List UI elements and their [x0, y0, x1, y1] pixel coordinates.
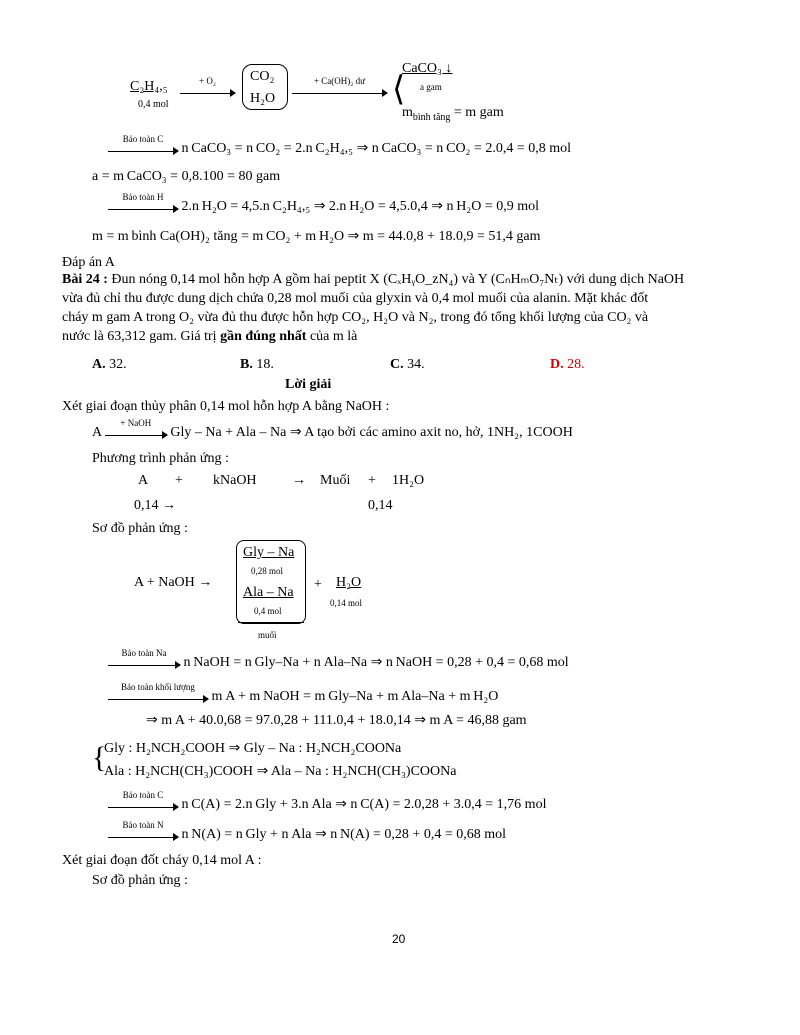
product-h2o: H₂O — [250, 91, 276, 106]
so-do-heading: Sơ đồ phản ứng : — [92, 521, 188, 536]
eq-amount-left: 0,14 → — [134, 498, 176, 513]
problem-line-1: Bài 24 : Đun nóng 0,14 mol hỗn hợp A gồm hai peptit X (CₓHᵧO_zN₄) và Y (CₙHₘO₇Nₜ) với dung dịch NaOH — [62, 272, 685, 287]
gly-na-amount: 0,28 mol — [251, 566, 284, 576]
solution-intro: Xét giai đoạn thủy phân 0,14 mol hỗn hợp A bằng NaOH : — [62, 399, 390, 414]
bt-c2-line: Bảo toàn C n C(A) = 2.n Gly + 3.n Ala ⇒ n C(A) = 2.0,28 + 3.0,4 = 1,76 mol — [108, 796, 546, 814]
bt-n-line: Bảo toàn N n N(A) = n Gly + n Ala ⇒ n N(A) = 0,28 + 0,4 = 0,68 mol — [108, 826, 506, 844]
combustion-intro: Xét giai đoạn đốt cháy 0,14 mol A : — [62, 853, 262, 868]
eq-muoi: Muối — [320, 473, 351, 488]
bt-c-line: Bảo toàn C n CaCO₃ = n CO₂ = 2.n C₂H₄,₅ ⇒ n CaCO₃ = n CO₂ = 2.0,4 = 0,8 mol — [108, 140, 571, 158]
bt-kl-line: Bảo toàn khối lượng m A + m NaOH = m Gly–Na + m Ala–Na + m H₂O — [108, 688, 498, 706]
eq-knaoh: kNaOH — [213, 473, 257, 488]
m-equation: m = m bình Ca(OH)₂ tăng = m CO₂ + m H₂O ⇒ m = 44.0,8 + 18.0,9 = 51,4 gam — [92, 229, 541, 244]
eq-plus-2: + — [368, 473, 376, 488]
scheme-water-amount: 0,14 mol — [330, 598, 363, 608]
angle-bracket: ⟨ — [392, 71, 406, 108]
ala-na: Ala – Na — [243, 585, 294, 600]
eq-plus-1: + — [175, 473, 183, 488]
eq-amount-right: 0,14 — [368, 498, 393, 513]
system-brace: { — [92, 741, 107, 774]
option-a: A. 32. — [92, 357, 127, 372]
scheme-left: A + NaOH → — [134, 575, 213, 590]
problem-line-2: vừa đủ chỉ thu được dung dịch chứa 0,28 mol muối của glyxin và 0,4 mol muối của alanin. Mặt khác đốt — [62, 291, 649, 306]
ala-na-amount: 0,4 mol — [254, 606, 282, 616]
eq-water: 1H₂O — [392, 473, 425, 488]
output-caco3-amount: a gam — [420, 82, 442, 92]
ala-formula: Ala : H₂NCH(CH₃)COOH ⇒ Ala – Na : H₂NCH(CH₃)COONa — [104, 764, 457, 779]
solution-title: Lời giải — [285, 377, 332, 392]
problem-line-4: nước là 63,312 gam. Giá trị gần đúng nhất của m là — [62, 329, 358, 344]
eq-a: A — [138, 473, 149, 488]
scheme-plus: + — [314, 577, 322, 592]
gly-formula: Gly : H₂NCH₂COOH ⇒ Gly – Na : H₂NCH₂COONa — [104, 741, 402, 756]
muoi-underbrace — [238, 622, 304, 623]
problem-line-3: cháy m gam A trong O₂ vừa đủ thu được hỗn hợp CO₂, H₂O và N₂, trong đó tổng khối lượng của CO₂ và — [62, 310, 649, 325]
mass-equation: ⇒ m A + 40.0,68 = 97.0,28 + 111.0,4 + 18.0,14 ⇒ m A = 46,88 gam — [146, 713, 527, 728]
reactant-amount: 0,4 mol — [138, 99, 169, 110]
bt-h-line: Bảo toàn H 2.n H₂O = 4,5.n C₂H₄,₅ ⇒ 2.n H₂O = 4,5.0,4 ⇒ n H₂O = 0,9 mol — [108, 198, 539, 216]
hydrolysis-line: A + NaOH Gly – Na + Ala – Na ⇒ A tạo bởi các amino axit no, hở, 1NH₂, 1COOH — [92, 418, 573, 440]
arrow-o2: + O₂ — [180, 82, 235, 100]
muoi-label: muối — [258, 630, 277, 640]
bt-na-line: Bảo toàn Na n NaOH = n Gly–Na + n Ala–Na ⇒ n NaOH = 0,28 + 0,4 = 0,68 mol — [108, 654, 569, 672]
answer-line: Đáp án A — [62, 255, 115, 270]
option-d: D. 28. — [550, 357, 585, 372]
eq-arrow: → — [292, 473, 306, 488]
reactant-formula: C₂H₄,₅ — [130, 79, 168, 94]
option-c: C. 34. — [390, 357, 425, 372]
a-equation: a = m CaCO₃ = 0,8.100 = 80 gam — [92, 169, 281, 184]
gly-na: Gly – Na — [243, 545, 295, 560]
output-caco3: CaCO₃ ↓ — [402, 61, 453, 76]
arrow-caoh2: + Ca(OH)₂ dư — [292, 82, 387, 100]
so-do-heading-2: Sơ đồ phản ứng : — [92, 873, 188, 888]
page-number: 20 — [392, 932, 406, 946]
scheme-water: H₂O — [336, 575, 362, 590]
output-mass: $m_{bình tăng} = m$ gam — [402, 105, 504, 123]
option-b: B. 18. — [240, 357, 274, 372]
ptpu-heading: Phương trình phản ứng : — [92, 451, 229, 466]
product-co2: CO₂ — [250, 69, 275, 84]
